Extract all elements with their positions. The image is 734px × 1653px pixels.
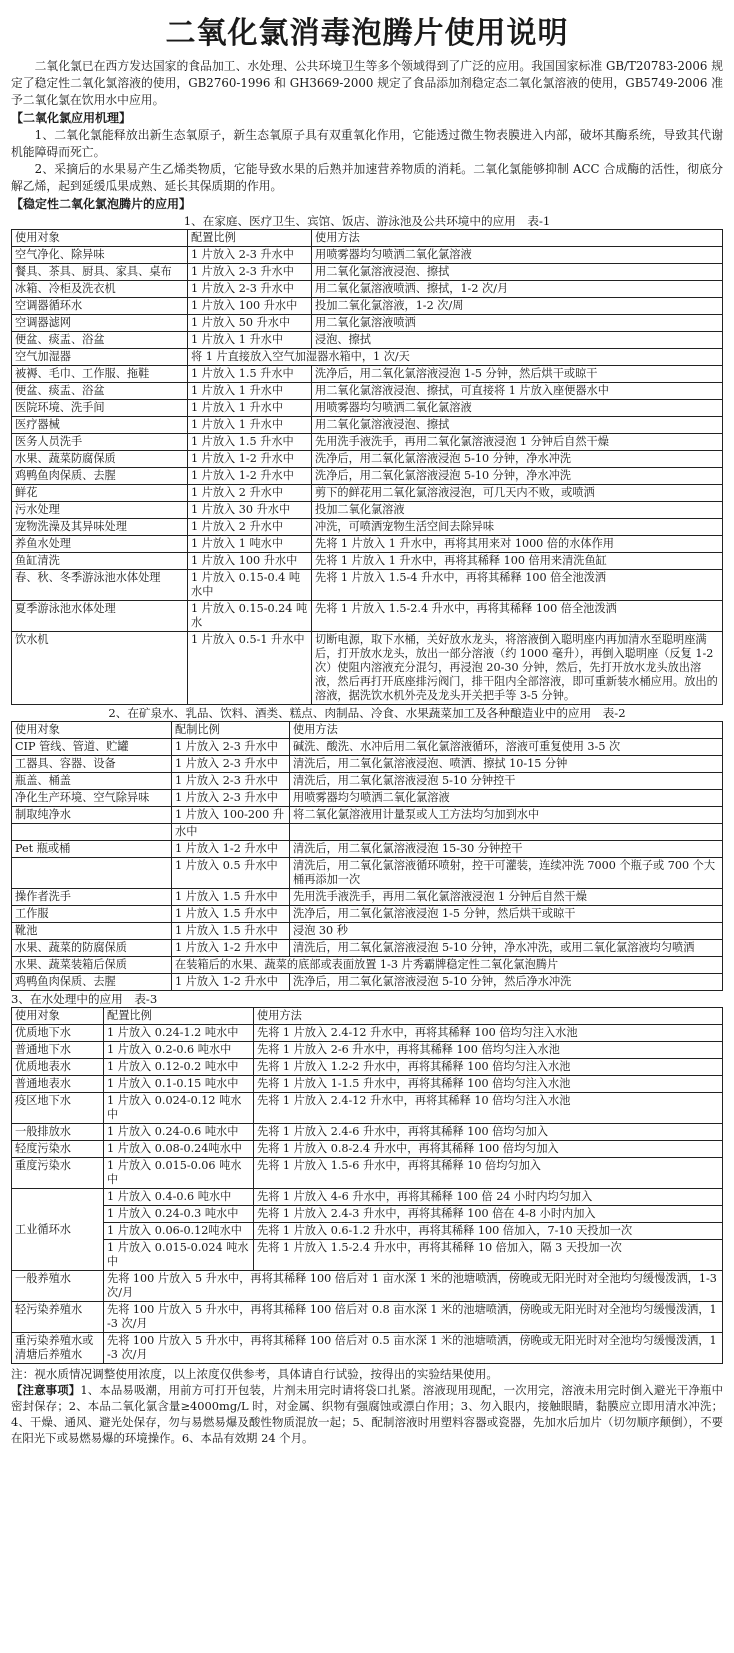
mechanism-heading: 【二氧化氯应用机理】 bbox=[11, 111, 132, 125]
table-cell: 1 片放入 1.5 升水中 bbox=[188, 366, 312, 383]
column-header: 配制比例 bbox=[172, 722, 290, 739]
table-cell: 1 片放入 1 升水中 bbox=[188, 400, 312, 417]
table-cell: 碱洗、酸洗、水冲后用二氧化氯溶液循环，溶液可重复使用 3-5 次 bbox=[290, 739, 723, 756]
table-row bbox=[12, 841, 723, 858]
table-cell: 先将 1 片放入 0.6-1.2 升水中，再将其稀释 100 倍加入，7-10 天投加一次 bbox=[254, 1223, 723, 1240]
table-cell: 鱼缸清洗 bbox=[12, 553, 188, 570]
table-cell: 1 片放入 1.5 升水中 bbox=[172, 906, 290, 923]
table-cell: 浸泡、擦拭 bbox=[312, 332, 723, 349]
table-row bbox=[12, 468, 723, 485]
table-cell: 1 片放入 1 升水中 bbox=[188, 383, 312, 400]
table-row bbox=[12, 773, 723, 790]
mechanism-paragraph-1: 1、二氧化氯能释放出新生态氧原子，新生态氧原子具有双重氧化作用，它能透过微生物表膜进入内部，破坏其酶系统，导致其代谢机能障碍而死亡。 bbox=[11, 128, 723, 159]
table-cell: 1 片放入 2-3 升水中 bbox=[188, 247, 312, 264]
table-row bbox=[12, 434, 723, 451]
table-cell: 1 片放入 100 升水中 bbox=[188, 553, 312, 570]
table-cell: 1 片放入 1-2 升水中 bbox=[172, 974, 290, 991]
table-cell: 普通地下水 bbox=[12, 1042, 104, 1059]
table-cell: 1 片放入 2 升水中 bbox=[188, 485, 312, 502]
table-cell: 洗净后，用二氧化氯溶液浸泡 5-10 分钟，净水冲洗 bbox=[312, 468, 723, 485]
table-cell: 1 片放入 0.24-0.3 吨水中 bbox=[104, 1206, 254, 1223]
table-cell: 1 片放入 1.5 升水中 bbox=[188, 434, 312, 451]
table-cell: 用二氧化氯溶液浸泡、擦拭 bbox=[312, 417, 723, 434]
table-row bbox=[12, 957, 723, 974]
table2-header bbox=[12, 722, 723, 739]
table-cell: 餐具、茶具、厨具、家具、桌布 bbox=[12, 264, 188, 281]
table3-caption: 3、在水处理中的应用 表-3 bbox=[11, 992, 158, 1006]
table-row bbox=[12, 247, 723, 264]
table-cell: 先将 1 片放入 2.4-6 升水中，再将其稀释 100 倍均匀加入 bbox=[254, 1124, 723, 1141]
table1-body bbox=[12, 247, 723, 705]
table-cell: 先用洗手液洗手，再用二氧化氯溶液浸泡 1 分钟后自然干燥 bbox=[312, 434, 723, 451]
table-cell: 净化生产环境、空气除异味 bbox=[12, 790, 172, 807]
table-cell: 1 片放入 0.06-0.12吨水中 bbox=[104, 1223, 254, 1240]
table-cell: 剪下的鲜花用二氧化氯溶液浸泡，可几天内不败，或喷洒 bbox=[312, 485, 723, 502]
table3 bbox=[11, 1007, 723, 1364]
table-cell: 医务人员洗手 bbox=[12, 434, 188, 451]
table-cell: 洗净后，用二氧化氯溶液浸泡 1-5 分钟，然后烘干或晾干 bbox=[290, 906, 723, 923]
table-cell: 靴池 bbox=[12, 923, 172, 940]
table-cell: 工作服 bbox=[12, 906, 172, 923]
table-cell: 鲜花 bbox=[12, 485, 188, 502]
table-cell: Pet 瓶或桶 bbox=[12, 841, 172, 858]
table-cell: 先将 1 片放入 1.5-6 升水中，再将其稀释 10 倍均匀加入 bbox=[254, 1158, 723, 1189]
table-row bbox=[12, 1189, 723, 1206]
table-cell: 1 片放入 0.5 升水中 bbox=[172, 858, 290, 889]
table-cell: 1 片放入 1.5 升水中 bbox=[172, 889, 290, 906]
table-row bbox=[12, 264, 723, 281]
attention-heading: 【注意事项】 bbox=[11, 1383, 81, 1397]
mechanism-paragraph-2: 2、采摘后的水果易产生乙烯类物质，它能导致水果的后熟并加速营养物质的消耗。二氧化氯能够抑制 ACC 合成酶的活性，彻底分解乙烯，起到延缓瓜果成熟、延长其保质期的作用。 bbox=[11, 162, 723, 193]
table-cell: 1 片放入 100-200 升 bbox=[172, 807, 290, 824]
table-cell: 1 片放入 1 吨水中 bbox=[188, 536, 312, 553]
table-row bbox=[12, 570, 723, 601]
table-cell: 先将 1 片放入 1.5-4 升水中，再将其稀释 100 倍全池泼洒 bbox=[312, 570, 723, 601]
table-cell: 轻污染养殖水 bbox=[12, 1302, 104, 1333]
table-row bbox=[12, 383, 723, 400]
table-cell: 清洗后，用二氧化氯溶液浸泡 15-30 分钟控干 bbox=[290, 841, 723, 858]
table-cell: 用喷雾器均匀喷洒二氧化氯溶液 bbox=[312, 247, 723, 264]
table3-header bbox=[12, 1008, 723, 1025]
table1-caption: 1、在家庭、医疗卫生、宾馆、饭店、游泳池及公共环境中的应用 表-1 bbox=[183, 214, 551, 228]
table-cell: 1 片放入 0.015-0.06 吨水中 bbox=[104, 1158, 254, 1189]
table3-body bbox=[12, 1025, 723, 1364]
table-cell: 先将 1 片放入 2.4-12 升水中，再将其稀释 100 倍均匀注入水池 bbox=[254, 1025, 723, 1042]
table-cell: 1 片放入 1-2 升水中 bbox=[188, 468, 312, 485]
table-row bbox=[12, 519, 723, 536]
table-cell: 饮水机 bbox=[12, 632, 188, 705]
table-cell: 水果、蔬菜的防腐保质 bbox=[12, 940, 172, 957]
table1 bbox=[11, 229, 723, 705]
table-row bbox=[12, 632, 723, 705]
table-cell: 清洗后，用二氧化氯溶液浸泡 5-10 分钟，净水冲洗，或用二氧化氯溶液均匀喷洒 bbox=[290, 940, 723, 957]
table-cell: 1 片放入 0.015-0.024 吨水中 bbox=[104, 1240, 254, 1271]
table-cell: 先将 1 片放入 1-1.5 升水中，再将其稀释 100 倍均匀注入水池 bbox=[254, 1076, 723, 1093]
table-cell: 清洗后，用二氧化氯溶液循环喷射，控干可灌装，连续冲洗 7000 个瓶子或 700 个大桶再添加一次 bbox=[290, 858, 723, 889]
table-cell: 一般养殖水 bbox=[12, 1271, 104, 1302]
table-cell: 先将 1 片放入 2.4-12 升水中，再将其稀释 10 倍均匀注入水池 bbox=[254, 1093, 723, 1124]
table-row bbox=[12, 974, 723, 991]
table-cell: 1 片放入 0.024-0.12 吨水中 bbox=[104, 1093, 254, 1124]
table-cell: 1 片放入 1 升水中 bbox=[188, 417, 312, 434]
table-cell: 浸泡 30 秒 bbox=[290, 923, 723, 940]
table-cell: 1 片放入 2-3 升水中 bbox=[172, 739, 290, 756]
table-cell: 1 片放入 2-3 升水中 bbox=[172, 790, 290, 807]
table-cell: 1 片放入 0.15-0.4 吨水中 bbox=[188, 570, 312, 601]
table-cell: 先将 1 片放入 1.2-2 升水中，再将其稀释 100 倍均匀注入水池 bbox=[254, 1059, 723, 1076]
table-row bbox=[12, 417, 723, 434]
table-cell: 瓶盖、桶盖 bbox=[12, 773, 172, 790]
table-row bbox=[12, 1240, 723, 1271]
industrial-circulating-water-label: 工业循环水 bbox=[12, 1189, 104, 1271]
table-cell: 先将 1 片放入 1 升水中，再将其用来对 1000 倍的水体作用 bbox=[312, 536, 723, 553]
table-cell: 鸡鸭鱼肉保质、去腥 bbox=[12, 974, 172, 991]
table-row bbox=[12, 1271, 723, 1302]
column-header: 配置比例 bbox=[104, 1008, 254, 1025]
table-cell: 1 片放入 2-3 升水中 bbox=[172, 756, 290, 773]
table-cell: 空气净化、除异味 bbox=[12, 247, 188, 264]
table-cell: 先将 1 片放入 2-6 升水中，再将其稀释 100 倍均匀注入水池 bbox=[254, 1042, 723, 1059]
table-cell: 1 片放入 0.12-0.2 吨水中 bbox=[104, 1059, 254, 1076]
table-cell: 鸡鸭鱼肉保质、去腥 bbox=[12, 468, 188, 485]
table-row bbox=[12, 923, 723, 940]
table-cell: 先将 1 片放入 4-6 升水中，再将其稀释 100 倍 24 小时内均匀加入 bbox=[254, 1189, 723, 1206]
table-cell: 水果、蔬菜装箱后保质 bbox=[12, 957, 172, 974]
table-row bbox=[12, 502, 723, 519]
table-cell: 夏季游泳池水体处理 bbox=[12, 601, 188, 632]
table-row bbox=[12, 1059, 723, 1076]
table-cell: 重度污染水 bbox=[12, 1158, 104, 1189]
table-cell: 1 片放入 0.24-1.2 吨水中 bbox=[104, 1025, 254, 1042]
table-cell: 污水处理 bbox=[12, 502, 188, 519]
table-row bbox=[12, 553, 723, 570]
table-row bbox=[12, 889, 723, 906]
document-title: 二氧化氯消毒泡腾片使用说明 bbox=[165, 16, 569, 51]
table-cell: 1 片放入 1.5 升水中 bbox=[172, 923, 290, 940]
table-row bbox=[12, 1025, 723, 1042]
table-cell: 空调器滤网 bbox=[12, 315, 188, 332]
table-cell: 操作者洗手 bbox=[12, 889, 172, 906]
table-cell: 1 片放入 0.15-0.24 吨水 bbox=[188, 601, 312, 632]
attention-text: 1、本品易吸潮，用前方可打开包装，片剂未用完时请将袋口扎紧。溶液现用现配，一次用完，溶液未用完时倒入避光干净瓶中密封保存；2、本品二氧化氯含量≥4000mg/L 时，对金属、织物有强腐蚀或漂白作用；3、勿入眼内，接触眼睛，黏膜应立即用清水冲洗；4、干燥、通风、避光处保存，勿与易燃易爆及酸性物质混放一起；5、配制溶液时用塑料容器或瓷器，先加水后加片（切勿顺序颠倒），不要在阳光下或易燃易爆的环境操作。6、本品有效期 24 个月。 bbox=[11, 1383, 723, 1445]
table-cell: 1 片放入 0.5-1 升水中 bbox=[188, 632, 312, 705]
table-row bbox=[12, 807, 723, 824]
table-row bbox=[12, 332, 723, 349]
table-cell: 先将 1 片放入 1.5-2.4 升水中，再将其稀释 10 倍加入，隔 3 天投加一次 bbox=[254, 1240, 723, 1271]
column-header: 使用方法 bbox=[290, 722, 723, 739]
table-cell: 洗净后，用二氧化氯溶液浸泡 5-10 分钟，净水冲洗 bbox=[312, 451, 723, 468]
column-header: 使用对象 bbox=[12, 722, 172, 739]
table-cell: 1 片放入 0.24-0.6 吨水中 bbox=[104, 1124, 254, 1141]
table-cell: 水果、蔬菜防腐保质 bbox=[12, 451, 188, 468]
table-cell: 医疗器械 bbox=[12, 417, 188, 434]
table-row bbox=[12, 298, 723, 315]
table-cell: 用喷雾器均匀喷洒二氧化氯溶液 bbox=[312, 400, 723, 417]
table-row bbox=[12, 400, 723, 417]
table-row bbox=[12, 1333, 723, 1364]
table-cell: 1 片放入 1-2 升水中 bbox=[172, 940, 290, 957]
table-cell: 1 片放入 1-2 升水中 bbox=[188, 451, 312, 468]
table-cell: 养鱼水处理 bbox=[12, 536, 188, 553]
table-cell: 1 片放入 0.1-0.15 吨水中 bbox=[104, 1076, 254, 1093]
column-header: 使用对象 bbox=[12, 230, 188, 247]
table-row bbox=[12, 349, 723, 366]
table-cell bbox=[290, 824, 723, 841]
column-header: 使用对象 bbox=[12, 1008, 104, 1025]
table2 bbox=[11, 721, 723, 991]
table-header-row bbox=[12, 722, 723, 739]
table-row bbox=[12, 536, 723, 553]
table-cell: CIP 管线、管道、贮罐 bbox=[12, 739, 172, 756]
table-row bbox=[12, 906, 723, 923]
note-text: 注：视水质情况调整使用浓度，以上浓度仅供参考，具体请自行试验，按得出的实验结果使用。 bbox=[11, 1367, 498, 1381]
table-cell: 医院环境、洗手间 bbox=[12, 400, 188, 417]
table-cell: 清洗后，用二氧化氯溶液浸泡 5-10 分钟控干 bbox=[290, 773, 723, 790]
table-cell: 1 片放入 1-2 升水中 bbox=[172, 841, 290, 858]
table-cell: 先将 100 片放入 5 升水中，再将其稀释 100 倍后对 1 亩水深 1 米的池塘喷洒，傍晚或无阳光时对全池均匀缓慢泼洒，1-3 次/月 bbox=[104, 1271, 723, 1302]
application-heading: 【稳定性二氧化氯泡腾片的应用】 bbox=[11, 197, 192, 211]
table-cell: 先将 100 片放入 5 升水中，再将其稀释 100 倍后对 0.5 亩水深 1 米的池塘喷洒，傍晚或无阳光时对全池均匀缓慢泼洒，1-3 次/月 bbox=[104, 1333, 723, 1364]
table2-body bbox=[12, 739, 723, 991]
table-cell: 制取纯净水 bbox=[12, 807, 172, 824]
table-cell: 用二氧化氯溶液浸泡、擦拭 bbox=[312, 264, 723, 281]
table-cell: 一般排放水 bbox=[12, 1124, 104, 1141]
table-cell: 洗净后，用二氧化氯溶液浸泡 1-5 分钟，然后烘干或晾干 bbox=[312, 366, 723, 383]
table-cell: 疫区地下水 bbox=[12, 1093, 104, 1124]
table-cell: 先将 1 片放入 2.4-3 升水中，再将其稀释 100 倍在 4-8 小时内加入 bbox=[254, 1206, 723, 1223]
table-cell: 1 片放入 2-3 升水中 bbox=[172, 773, 290, 790]
table-row bbox=[12, 1158, 723, 1189]
table-row bbox=[12, 1093, 723, 1124]
table-row bbox=[12, 940, 723, 957]
table-cell bbox=[12, 858, 172, 889]
table-cell: 用喷雾器均匀喷洒二氧化氯溶液 bbox=[290, 790, 723, 807]
table1-header bbox=[12, 230, 723, 247]
table-cell: 将二氧化氯溶液用计量泵或人工方法均匀加到水中 bbox=[290, 807, 723, 824]
table-cell: 被褥、毛巾、工作服、拖鞋 bbox=[12, 366, 188, 383]
table-header-row bbox=[12, 230, 723, 247]
table-row bbox=[12, 485, 723, 502]
table-row bbox=[12, 1206, 723, 1223]
table-row bbox=[12, 1076, 723, 1093]
table-row bbox=[12, 366, 723, 383]
table2-caption: 2、在矿泉水、乳品、饮料、酒类、糕点、肉制品、冷食、水果蔬菜加工及各种酿造业中的应用 表-2 bbox=[108, 706, 626, 720]
table-cell: 用二氧化氯溶液喷洒、擦拭，1-2 次/月 bbox=[312, 281, 723, 298]
table-cell: 冰箱、冷柜及洗衣机 bbox=[12, 281, 188, 298]
table-row bbox=[12, 1302, 723, 1333]
table-cell: 1 片放入 0.2-0.6 吨水中 bbox=[104, 1042, 254, 1059]
table-cell: 工器具、容器、设备 bbox=[12, 756, 172, 773]
table-cell: 优质地表水 bbox=[12, 1059, 104, 1076]
table-cell: 1 片放入 1 升水中 bbox=[188, 332, 312, 349]
column-header: 使用方法 bbox=[254, 1008, 723, 1025]
table-row bbox=[12, 1042, 723, 1059]
table-cell: 便盆、痰盂、浴盆 bbox=[12, 383, 188, 400]
document-page bbox=[11, 0, 723, 1446]
table-cell: 1 片放入 2-3 升水中 bbox=[188, 264, 312, 281]
table-row bbox=[12, 858, 723, 889]
table-cell: 洗净后，用二氧化氯溶液浸泡 5-10 分钟，然后净水冲洗 bbox=[290, 974, 723, 991]
intro-paragraph: 二氧化氯已在西方发达国家的食品加工、水处理、公共环境卫生等多个领域得到了广泛的应用。我国国家标准 GB/T20783-2006 规定了稳定性二氧化氯溶液的使用，GB2760-1996 和 GH3669-2000 规定了食品添加剂稳定态二氧化氯溶液的使用，GB5749-2006 准予二氧化氯在饮用水中应用。 bbox=[11, 59, 723, 107]
table-cell: 重污染养殖水或清塘后养殖水 bbox=[12, 1333, 104, 1364]
table-row bbox=[12, 451, 723, 468]
table-row bbox=[12, 315, 723, 332]
table-cell: 普通地表水 bbox=[12, 1076, 104, 1093]
table-cell: 优质地下水 bbox=[12, 1025, 104, 1042]
table-cell: 水中 bbox=[172, 824, 290, 841]
table-cell: 1 片放入 2-3 升水中 bbox=[188, 281, 312, 298]
table-row bbox=[12, 1223, 723, 1240]
table-cell bbox=[12, 824, 172, 841]
table-row bbox=[12, 790, 723, 807]
table-cell: 1 片放入 0.4-0.6 吨水中 bbox=[104, 1189, 254, 1206]
table-cell: 先将 1 片放入 1.5-2.4 升水中，再将其稀释 100 倍全池泼洒 bbox=[312, 601, 723, 632]
table-cell: 春、秋、冬季游泳池水体处理 bbox=[12, 570, 188, 601]
attention-block bbox=[11, 1382, 723, 1446]
column-header: 使用方法 bbox=[312, 230, 723, 247]
table-row bbox=[12, 739, 723, 756]
table-cell: 先用洗手液洗手，再用二氧化氯溶液浸泡 1 分钟后自然干燥 bbox=[290, 889, 723, 906]
table-row bbox=[12, 1124, 723, 1141]
table-row bbox=[12, 1141, 723, 1158]
table-cell: 空调器循环水 bbox=[12, 298, 188, 315]
table-cell: 清洗后，用二氧化氯溶液浸泡、喷洒、擦拭 10-15 分钟 bbox=[290, 756, 723, 773]
table-row bbox=[12, 824, 723, 841]
table-cell: 先将 1 片放入 0.8-2.4 升水中，再将其稀释 100 倍均匀加入 bbox=[254, 1141, 723, 1158]
table-row bbox=[12, 281, 723, 298]
table-cell: 1 片放入 100 升水中 bbox=[188, 298, 312, 315]
table-row bbox=[12, 601, 723, 632]
table-cell: 用二氧化氯溶液浸泡、擦拭，可直接将 1 片放入座便器水中 bbox=[312, 383, 723, 400]
table-cell: 在装箱后的水果、蔬菜的底部或表面放置 1-3 片秀霸牌稳定性二氧化氯泡腾片 bbox=[172, 957, 723, 974]
table-cell: 1 片放入 2 升水中 bbox=[188, 519, 312, 536]
table-cell: 切断电源，取下水桶，关好放水龙头，将溶液倒入聪明座内再加清水至聪明座满后，打开放水龙头，放出一部分溶液（约 1000 毫升），再倒入聪明座（反复 1-2 次）使阻内溶液充分混匀，再浸泡 20-30 分钟，然后，先打开放水龙头放出溶液，然后再打开底座排污阀门，排干阻内全部溶液，即可重新装水桶应用。放出的溶液，据洗饮水机外壳及龙头开关把手等 3-5 分钟。 bbox=[312, 632, 723, 705]
table-cell: 宠物洗澡及其异味处理 bbox=[12, 519, 188, 536]
column-header: 配置比例 bbox=[188, 230, 312, 247]
table-cell: 1 片放入 30 升水中 bbox=[188, 502, 312, 519]
table-cell: 先将 100 片放入 5 升水中，再将其稀释 100 倍后对 0.8 亩水深 1 米的池塘喷洒，傍晚或无阳光时对全池均匀缓慢泼洒，1-3 次/月 bbox=[104, 1302, 723, 1333]
table-header-row bbox=[12, 1008, 723, 1025]
table-row bbox=[12, 756, 723, 773]
table-cell: 1 片放入 0.08-0.24吨水中 bbox=[104, 1141, 254, 1158]
table-cell: 便盆、痰盂、浴盆 bbox=[12, 332, 188, 349]
table-cell: 空气加湿器 bbox=[12, 349, 188, 366]
table-cell: 投加二氧化氯溶液 bbox=[312, 502, 723, 519]
table-cell: 轻度污染水 bbox=[12, 1141, 104, 1158]
table-cell: 投加二氧化氯溶液，1-2 次/周 bbox=[312, 298, 723, 315]
table-cell: 1 片放入 50 升水中 bbox=[188, 315, 312, 332]
table-cell: 先将 1 片放入 1 升水中，再将其稀释 100 倍用来清洗鱼缸 bbox=[312, 553, 723, 570]
table-cell: 将 1 片直接放入空气加湿器水箱中，1 次/天 bbox=[188, 349, 723, 366]
table-cell: 用二氧化氯溶液喷洒 bbox=[312, 315, 723, 332]
table-cell: 冲洗，可喷洒宠物生活空间去除异味 bbox=[312, 519, 723, 536]
